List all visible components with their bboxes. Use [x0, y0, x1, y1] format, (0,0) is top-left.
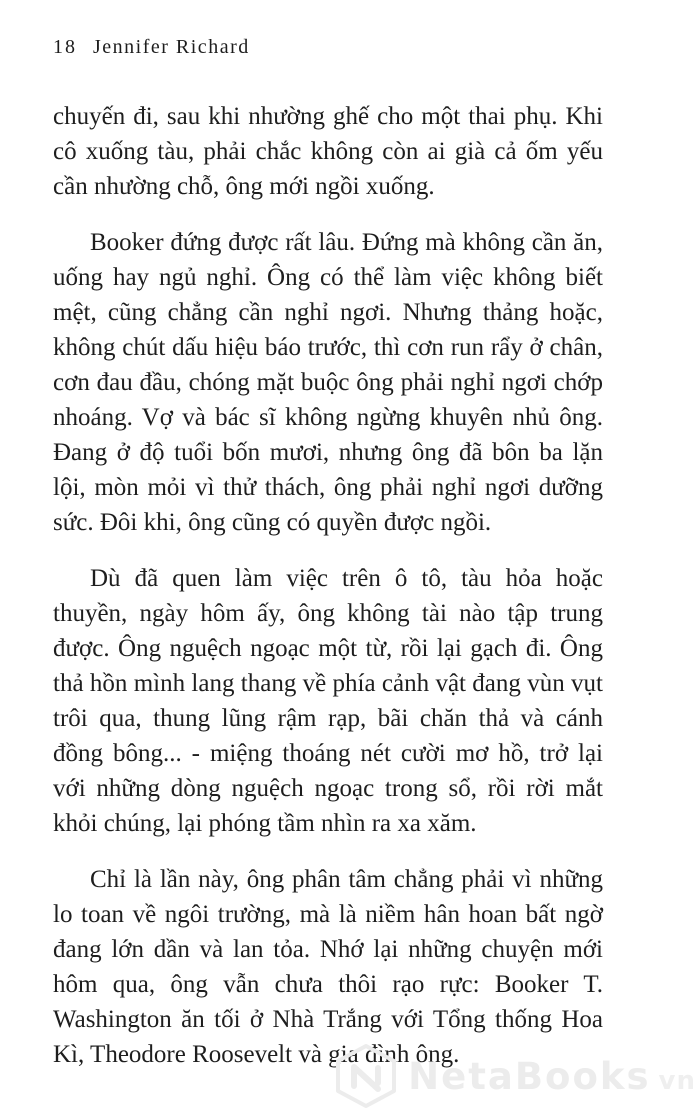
watermark-text	[408, 1055, 696, 1098]
netabooks-watermark	[333, 1044, 696, 1108]
watermark-tld: vn	[658, 1065, 696, 1096]
page-body	[53, 99, 603, 1093]
paragraph: Dù đã quen làm việc trên ô tô, tàu hỏa hoặc thuyền, ngày hôm ấy, ông không tài nào tập trung được. Ông nguệch ngoạc một từ, rồi lại gạch đi. Ông thả hồn mình lang thang về phía cảnh vật đang vùn vụt trôi qua, thung lũng rậm rạp, bãi chăn thả và cánh đồng bông... - miệng thoáng nét cười mơ hồ, trở lại với những dòng nguệch ngoạc trong sổ, rồi rời mắt khỏi chúng, lại phóng tầm nhìn ra xa xăm.	[53, 565, 603, 837]
watermark-brand: NetaBooks	[408, 1054, 651, 1098]
paragraph: Booker đứng được rất lâu. Đứng mà không cần ăn, uống hay ngủ nghỉ. Ông có thể làm việc không biết mệt, cũng chẳng cần nghỉ ngơi. Nhưng thảng hoặc, không chút dấu hiệu báo trước, thì cơn run rẩy ở chân, cơn đau đầu, chóng mặt buộc ông phải nghỉ ngơi chớp nhoáng. Vợ và bác sĩ không ngừng khuyên nhủ ông. Đang ở độ tuổi bốn mươi, nhưng ông đã bôn ba lặn lội, mòn mỏi vì thử thách, ông phải nghỉ ngơi dưỡng sức. Đôi khi, ông cũng có quyền được ngồi.	[53, 229, 603, 536]
paragraph: chuyến đi, sau khi nhường ghế cho một thai phụ. Khi cô xuống tàu, phải chắc không còn ai già cả ốm yếu cần nhường chỗ, ông mới ngồi xuống.	[53, 103, 603, 200]
author-name: Jennifer Richard	[93, 36, 250, 58]
page-header	[53, 36, 250, 59]
paragraph: Chỉ là lần này, ông phân tâm chẳng phải vì những lo toan về ngôi trường, mà là niềm hân hoan bất ngờ đang lớn dần và lan tỏa. Nhớ lại những chuyện mới hôm qua, ông vẫn chưa thôi rạo rực: Booker T. Washington ăn tối ở Nhà Trắng với Tổng thống Hoa Kì, Theodore Roosevelt và gia đình ông.	[53, 866, 603, 1068]
page-number: 18	[53, 36, 77, 58]
netabooks-logo-icon	[333, 1044, 399, 1108]
